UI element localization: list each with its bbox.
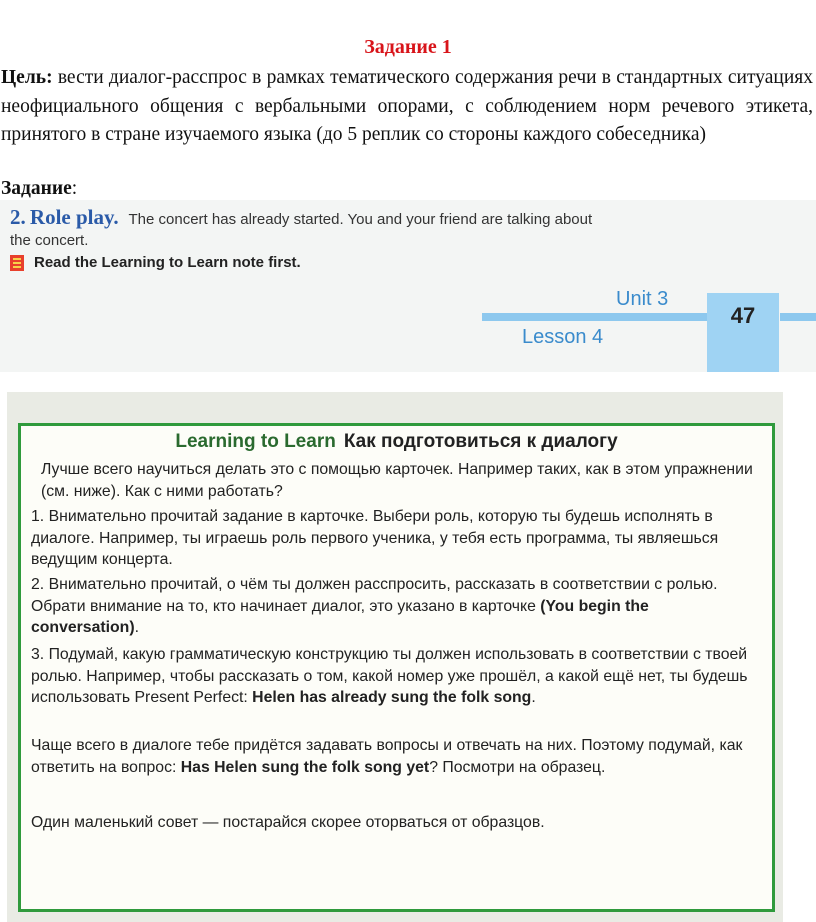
goal-paragraph [1,64,813,150]
goal-text: вести диалог-расспрос в рамках тематического содержания речи в стандартных ситуациях неофициального общения с вербальными опорами, с соблюдением норм речевого этикета, принятого в стране изучаемого языка (до 5 реплик со стороны каждого собеседника) [1,67,813,145]
learning-title-en: Learning to Learn [175,431,336,452]
point2-bold: (You begin the conversation) [31,597,649,636]
point3-end: . [531,689,536,706]
page-number-box [707,293,779,372]
textbook-scan-learning [7,392,783,922]
note-row [10,254,301,271]
note-text: Read the Learning to Learn note first. [34,254,301,271]
header-band-right [780,313,816,321]
learning-advice: Один маленький совет — постарайся скорее оторваться от образцов. [31,814,545,831]
para4-end: ? Посмотри на образец. [429,758,606,776]
task-label-text: Задание [1,178,72,199]
learning-to-learn-box [18,423,775,912]
goal-label: Цель: [1,67,53,88]
header-band [482,313,710,321]
learning-point-3 [31,644,761,709]
task-label-colon: : [71,178,78,199]
point2-end: . [134,619,139,636]
point3-bold: Helen has already sung the folk song [252,689,532,706]
point2-text: 2. Внимательно прочитай, о чём ты должен расспросить, рассказать в соответствии с ролью. Обрати внимание на то, кто начинает диалог, это указано в карточке [31,576,718,615]
learning-point-1: 1. Внимательно прочитай задание в карточке. Выбери роль, которую ты будешь исполнять в диалоге. Например, ты играешь роль первого ученика, у тебя есть программа, ты являешься ведущим концерта. [31,508,719,568]
note-card-icon [10,255,24,271]
point3-text: 3. Подумай, какую грамматическую конструкцию ты должен использовать в соответствии с твоей ролью. Например, чтобы рассказать о том, какой номер уже прошёл, а какой ещё нет, ты будешь использовать Present Perfect: [31,646,748,706]
unit-label: Unit 3 [616,288,669,310]
role-play-text1: The concert has already started. You and your friend are talking about [128,211,593,228]
textbook-scan-role-play [0,200,816,372]
task-label [1,178,77,200]
task-heading: Задание 1 [364,36,452,58]
learning-box-title [21,431,772,453]
page-number: 47 [730,303,756,328]
lesson-label: Lesson 4 [522,326,604,348]
para4-bold: Has Helen sung the folk song yet [180,758,430,776]
learning-para-4 [31,735,761,778]
para4-text: Чаще всего в диалоге тебе придётся задавать вопросы и отвечать на них. Поэтому подумай, как ответить на вопрос: [31,737,743,776]
learning-point-2 [31,574,761,639]
role-play-number: 2. [10,205,26,229]
role-play-text2: the concert. [10,232,89,249]
role-play-title: Role play. [29,205,119,229]
role-play-line1 [10,205,592,230]
learning-title-ru: Как подготовиться к диалогу [343,431,618,452]
learning-intro: Лучше всего научиться делать это с помощью карточек. Например таких, как в этом упражнении (см. ниже). Как с ними работать? [41,461,753,500]
